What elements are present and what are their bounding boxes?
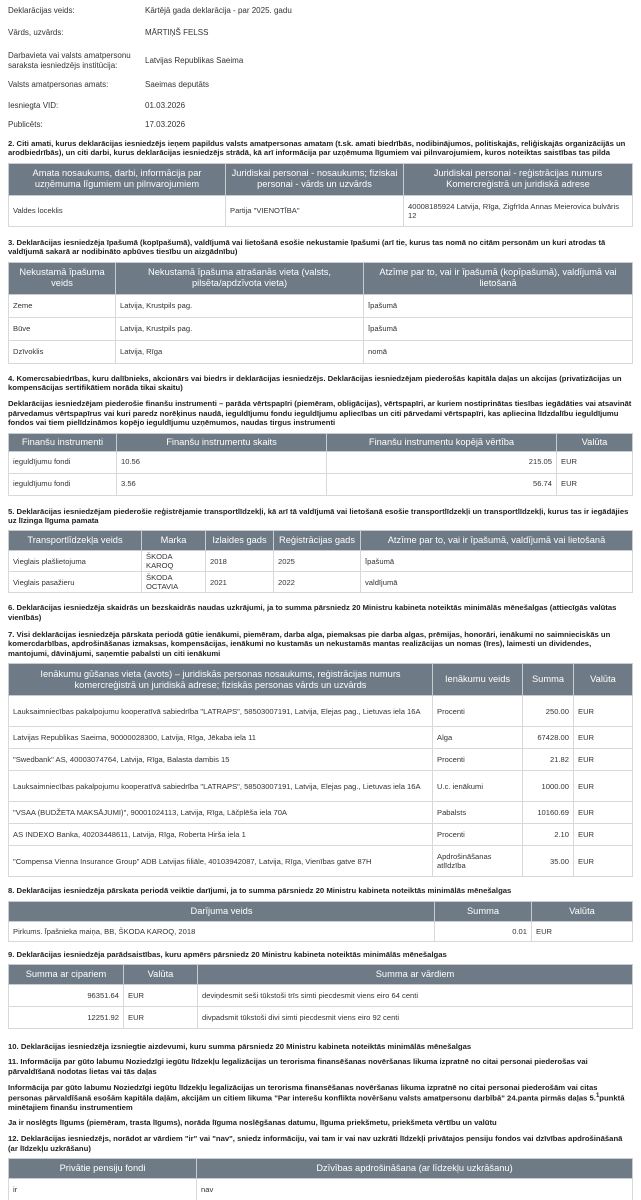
table-cell: Pirkums. Īpašnieka maiņa, BB, ŠKODA KAROQ, 2018 — [9, 921, 435, 941]
table-cell: Latvija, Rīga — [116, 340, 364, 363]
table-cell: Apdrošināšanas atlīdzība — [433, 846, 523, 877]
table-cell: Dzīvoklis — [9, 340, 116, 363]
table-cell: Vieglais plašlietojuma — [9, 551, 142, 572]
financial-instruments-table — [8, 433, 633, 496]
table-cell: "Compensa Vienna Insurance Group" ADB Latvijas filiāle, 40103942087, Latvija, Rīga, Vienības gatve 87H — [9, 846, 433, 877]
meta-label: Deklarācijas veids: — [8, 6, 75, 15]
table-row — [9, 195, 633, 226]
table-row — [9, 1179, 633, 1200]
table-cell: ieguldījumu fondi — [9, 473, 117, 495]
table-row — [9, 824, 633, 846]
table-row — [9, 846, 633, 877]
table-cell: nomā — [364, 340, 633, 363]
meta-value: 01.03.2026 — [145, 100, 186, 110]
col-header: Dzīvības apdrošināšana (ar līdzekļu uzkrāšanu) — [197, 1159, 633, 1179]
table-cell: Lauksaimniecības pakalpojumu kooperatīvā sabiedrība "LATRAPS", 58503007191, Latvija, Elejas pag., Lietuvas iela 16A — [9, 696, 433, 727]
table-cell: 12251.92 — [9, 1007, 124, 1029]
table-cell: Latvija, Krustpils pag. — [116, 294, 364, 317]
section-4-title: 4. Komercsabiedrības, kuru dalībnieks, akcionārs vai biedrs ir deklarācijas iesniedzējs. Deklarācijas iesniedzējam piederošās kapitāla daļas un akcijas (privatizācijas un kompensācijas sertifikātiem norāda tikai skaitu) — [8, 373, 622, 392]
table-cell: EUR — [532, 921, 633, 941]
meta-value: MĀRTIŅŠ FELSS — [145, 28, 209, 37]
col-header: Valūta — [574, 664, 633, 696]
meta-row — [8, 95, 633, 116]
positions-table — [8, 163, 633, 227]
table-row — [9, 802, 633, 824]
table-cell: 2022 — [274, 572, 361, 593]
table-cell: EUR — [574, 846, 633, 877]
col-header: Ienākumu veids — [433, 664, 523, 696]
col-header: Valūta — [124, 965, 198, 985]
section-11-text-end: punktā minētajiem finanšu instrumentiem — [8, 1093, 625, 1112]
debts-table — [8, 964, 633, 1029]
table-cell: deviņdesmit seši tūkstoši trīs simti piecdesmit viens eiro 64 centi — [198, 985, 633, 1007]
table-cell: Īpašumā — [364, 294, 633, 317]
meta-label: Iesniegta VID: — [8, 100, 59, 110]
meta-label: Darbavieta vai valsts amatpersonu saraksta iesniedzējs institūcija: — [8, 50, 131, 70]
table-cell: nav — [197, 1179, 633, 1200]
table-cell: U.c. ienākumi — [433, 771, 523, 802]
meta-value: Saeimas deputāts — [145, 80, 210, 89]
table-cell: Procenti — [433, 824, 523, 846]
col-header: Summa — [435, 901, 532, 921]
section-11-paragraph — [8, 1083, 633, 1112]
col-header: Juridiskai personai - nosaukums; fiziskai personai - vārds un uzvārds — [226, 163, 404, 195]
table-cell: Valdes loceklis — [9, 195, 226, 226]
section-11-title: 11. Informācija par gūto labumu Noziedzīgi iegūtu līdzekļu legalizācijas un terorisma finansēšanas novēršanas likuma izpratnē no citai personai piederošas vai pārvaldīšanā nodotas lietas vai tās daļas — [8, 1057, 588, 1076]
table-row — [9, 1007, 633, 1029]
table-cell: Īpašumā — [364, 317, 633, 340]
table-cell: Partija "VIENOTĪBA" — [226, 195, 404, 226]
table-cell: EUR — [574, 696, 633, 727]
table-cell: EUR — [557, 473, 633, 495]
col-header: Finanšu instrumentu skaits — [117, 433, 327, 451]
meta-value: 17.03.2026 — [145, 120, 186, 129]
meta-row — [8, 6, 633, 28]
col-header: Atzīme par to, vai ir īpašumā (kopīpašumā), valdījumā vai lietošanā — [364, 262, 633, 294]
table-cell: 250.00 — [523, 696, 574, 727]
table-cell: Latvija, Krustpils pag. — [116, 317, 364, 340]
meta-label: Vārds, uzvārds: — [8, 28, 64, 37]
table-cell: 10160.69 — [523, 802, 574, 824]
section-9-title: 9. Deklarācijas iesniedzēja parādsaistības, kuru apmērs pārsniedz 20 Ministru kabineta noteiktās minimālās mēnešalgas — [8, 949, 447, 959]
table-cell: EUR — [574, 771, 633, 802]
table-cell: Lauksaimniecības pakalpojumu kooperatīvā sabiedrība "LATRAPS", 58503007191, Latvija, Elejas pag., Lietuvas iela 16A — [9, 771, 433, 802]
col-header: Atzīme par to, vai ir īpašumā, valdījumā vai lietošanā — [361, 531, 633, 551]
section-11-contract-note: Ja ir noslēgts līgums (piemēram, trasta līgums), norāda līguma noslēgšanas datumu, līguma priekšmetu, priekšmeta vērtību un valūtu — [8, 1117, 497, 1127]
col-header: Amata nosaukums, darbi, informācija par uzņēmuma līgumiem un pilnvarojumiem — [9, 163, 226, 195]
col-header: Summa ar cipariem — [9, 965, 124, 985]
section-8-title: 8. Deklarācijas iesniedzēja pārskata periodā veiktie darījumi, ja to summa pārsniedz 20 Ministru kabineta noteiktās minimālās mēnešalgas — [8, 886, 512, 896]
table-cell: Īpašumā — [361, 551, 633, 572]
table-cell: 3.56 — [117, 473, 327, 495]
table-cell: 2021 — [206, 572, 274, 593]
section-6-title: 6. Deklarācijas iesniedzēja skaidrās un bezskaidrās naudas uzkrājumi, ja to summa pārsniedz 20 Ministru kabineta noteiktās minimālās mēnešalgas (attiecīgās valūtas vienībās) — [8, 603, 617, 622]
col-header: Reģistrācijas gads — [274, 531, 361, 551]
meta-row — [8, 116, 633, 134]
col-header: Summa ar vārdiem — [198, 965, 633, 985]
table-cell: 40008185924 Latvija, Rīga, Zigfrīda Annas Meierovica bulvāris 12 — [404, 195, 633, 226]
table-cell: Procenti — [433, 749, 523, 771]
table-cell: 67428.00 — [523, 727, 574, 749]
table-cell: 10.56 — [117, 451, 327, 473]
pension-table — [8, 1158, 633, 1200]
table-cell: 1000.00 — [523, 771, 574, 802]
table-row — [9, 317, 633, 340]
table-cell: ir — [9, 1179, 197, 1200]
table-row — [9, 749, 633, 771]
table-cell: ŠKODA OCTAVIA — [142, 572, 206, 593]
meta-row — [8, 46, 633, 75]
table-cell: Pabalsts — [433, 802, 523, 824]
section-10-title: 10. Deklarācijas iesniedzēja izsniegtie aizdevumi, kuru summa pārsniedz 20 Ministru kabineta noteiktās minimālās mēnešalgas — [8, 1042, 472, 1052]
table-cell: 0.01 — [435, 921, 532, 941]
table-row — [9, 473, 633, 495]
table-row — [9, 572, 633, 593]
table-row — [9, 771, 633, 802]
table-cell: valdījumā — [361, 572, 633, 593]
table-cell: ieguldījumu fondi — [9, 451, 117, 473]
table-cell: 215.05 — [327, 451, 557, 473]
table-cell: Alga — [433, 727, 523, 749]
table-cell: Latvijas Republikas Saeima, 90000028300, Latvija, Rīga, Jēkaba iela 11 — [9, 727, 433, 749]
table-cell: 2.10 — [523, 824, 574, 846]
col-header: Valūta — [557, 433, 633, 451]
table-cell: AS INDEXO Banka, 40203448611, Latvija, Rīga, Roberta Hirša iela 1 — [9, 824, 433, 846]
table-row — [9, 294, 633, 317]
table-cell: 2018 — [206, 551, 274, 572]
table-cell: EUR — [574, 727, 633, 749]
table-cell: EUR — [124, 1007, 198, 1029]
col-header: Nekustamā īpašuma veids — [9, 262, 116, 294]
table-cell: EUR — [574, 749, 633, 771]
section-4-subtitle: Deklarācijas iesniedzējam piederošie finanšu instrumenti – parāda vērtspapīri (piemēram, obligācijas), vērtspapīri, ar kuriem nostiprinātas tiesības iegādāties vai atsavināt pārvedamus vērtspapīrus vai kuri paredz norēķinus naudā, ieguldījumu fondu ieguldījumu apliecības un citi pārvedami vērtspapīri, kas apliecina līdzdalību ieguldījumu fondos vai tiem pielīdzināmos kopējo ieguldījumu uzņēmumos, naudas tirgus instrumenti — [8, 399, 632, 428]
col-header: Izlaides gads — [206, 531, 274, 551]
declaration-header — [8, 6, 633, 134]
table-row — [9, 696, 633, 727]
meta-label: Publicēts: — [8, 120, 43, 129]
section-11-sup: 1 — [595, 1092, 600, 1099]
table-cell: 96351.64 — [9, 985, 124, 1007]
section-2-title: 2. Citi amati, kurus deklarācijas iesniedzējs ieņem papildus valsts amatpersonas amatam (t.sk. amati biedrībās, nodibinājumos, politiskajās, reliģiskajās organizācijās un arodbiedrībās), un citi darbi, kurus deklarācijas iesniedzējs strādā, kā arī informācija par uzņēmuma līgumiem vai pilnvarojumiem, kuros noteiktas saistības tas pilda — [8, 139, 626, 158]
col-header: Privātie pensiju fondi — [9, 1159, 197, 1179]
col-header: Finanšu instrumenti — [9, 433, 117, 451]
table-row — [9, 451, 633, 473]
table-cell: EUR — [574, 824, 633, 846]
section-11-text: Informācija par gūto labumu Noziedzīgi iegūtu līdzekļu legalizācijas un terorisma finansēšanas novēršanas likuma izpratnē no citai personai piederošām vai citas personas pārvaldīšanā esošām kapitāla daļām, akcijām un citiem likuma "Par interešu konflikta novēršanu valsts amatpersonu darbībā" 24.panta pirmās daļas 5. — [8, 1083, 598, 1103]
table-cell: 21.82 — [523, 749, 574, 771]
table-row — [9, 340, 633, 363]
table-cell: Procenti — [433, 696, 523, 727]
table-cell: 2025 — [274, 551, 361, 572]
table-cell: 35.00 — [523, 846, 574, 877]
table-row — [9, 551, 633, 572]
section-5-title: 5. Deklarācijas iesniedzējam piederošie reģistrējamie transportlīdzekļi, kā arī tā valdījumā vai lietošanā esošie transportlīdzekļi un transportlīdzekļi, kurus tas ir iegādājies uz līzinga līguma pamata — [8, 506, 629, 525]
table-cell: EUR — [124, 985, 198, 1007]
table-row — [9, 727, 633, 749]
section-3-title: 3. Deklarācijas iesniedzēja īpašumā (kopīpašumā), valdījumā vai lietošanā esošie nekustamie īpašumi (arī tie, kurus tas nomā no citām personām un kuri atrodas tā valdījumā sakarā ar nodibināto apbūves tiesību un aizgādnību) — [8, 237, 606, 257]
income-table — [8, 663, 633, 877]
section-12-title: 12. Deklarācijas iesniedzējs, norādot ar vārdiem "ir" vai "nav", sniedz informāciju, vai tam ir vai nav uzkrāti līdzekļi privātajos pensiju fondos vai dzīvības apdrošināšanā (ar līdzekļu uzkrāšanu) — [8, 1134, 623, 1153]
vehicles-table — [8, 530, 633, 593]
col-header: Darījuma veids — [9, 901, 435, 921]
meta-label: Valsts amatpersonas amats: — [8, 80, 109, 89]
table-cell: Zeme — [9, 294, 116, 317]
col-header: Marka — [142, 531, 206, 551]
meta-row — [8, 28, 633, 46]
table-cell: "Swedbank" AS, 40003074764, Latvija, Rīga, Balasta dambis 15 — [9, 749, 433, 771]
table-cell: EUR — [557, 451, 633, 473]
table-cell: "VSAA (BUDŽETA MAKSĀJUMI)", 90001024113, Latvija, Rīga, Lāčplēša iela 70A — [9, 802, 433, 824]
col-header: Transportlīdzekļa veids — [9, 531, 142, 551]
meta-value: Kārtējā gada deklarācija - par 2025. gadu — [145, 6, 292, 15]
col-header: Ienākumu gūšanas vieta (avots) – juridiskās personas nosaukums, reģistrācijas numurs komercreģistrā un juridiskā adrese; fiziskās personas vārds un uzvārds — [9, 664, 433, 696]
meta-row — [8, 75, 633, 95]
col-header: Nekustamā īpašuma atrašanās vieta (valsts, pilsēta/apdzīvota vieta) — [116, 262, 364, 294]
col-header: Summa — [523, 664, 574, 696]
table-cell: Būve — [9, 317, 116, 340]
table-cell: 56.74 — [327, 473, 557, 495]
table-cell: divpadsmit tūkstoši divi simti piecdesmit viens eiro 92 centi — [198, 1007, 633, 1029]
col-header: Juridiskai personai - reģistrācijas numurs Komercreģistrā un juridiskā adrese — [404, 163, 633, 195]
table-cell: Vieglais pasažieru — [9, 572, 142, 593]
table-cell: EUR — [574, 802, 633, 824]
col-header: Finanšu instrumentu kopējā vērtība — [327, 433, 557, 451]
transactions-table — [8, 901, 633, 942]
table-row — [9, 921, 633, 941]
meta-value: Latvijas Republikas Saeima — [145, 55, 244, 65]
real-estate-table — [8, 262, 633, 364]
col-header: Valūta — [532, 901, 633, 921]
table-cell: ŠKODA KAROQ — [142, 551, 206, 572]
section-7-title: 7. Visi deklarācijas iesniedzēja pārskata periodā gūtie ienākumi, piemēram, darba alga, piemaksas pie darba algas, prēmijas, honorāri, ienākumi no saimnieciskās un komercdarbības, apdrošināšanas izmaksas, kompensācijas, ienākumi no kustamās un nekustamās mantas realizācijas un nomas (īres), laimesti un dividendes, mantojumi, dāvinājumi, saņemtie pabalsti un citi ienākumi — [8, 630, 611, 658]
table-row — [9, 985, 633, 1007]
